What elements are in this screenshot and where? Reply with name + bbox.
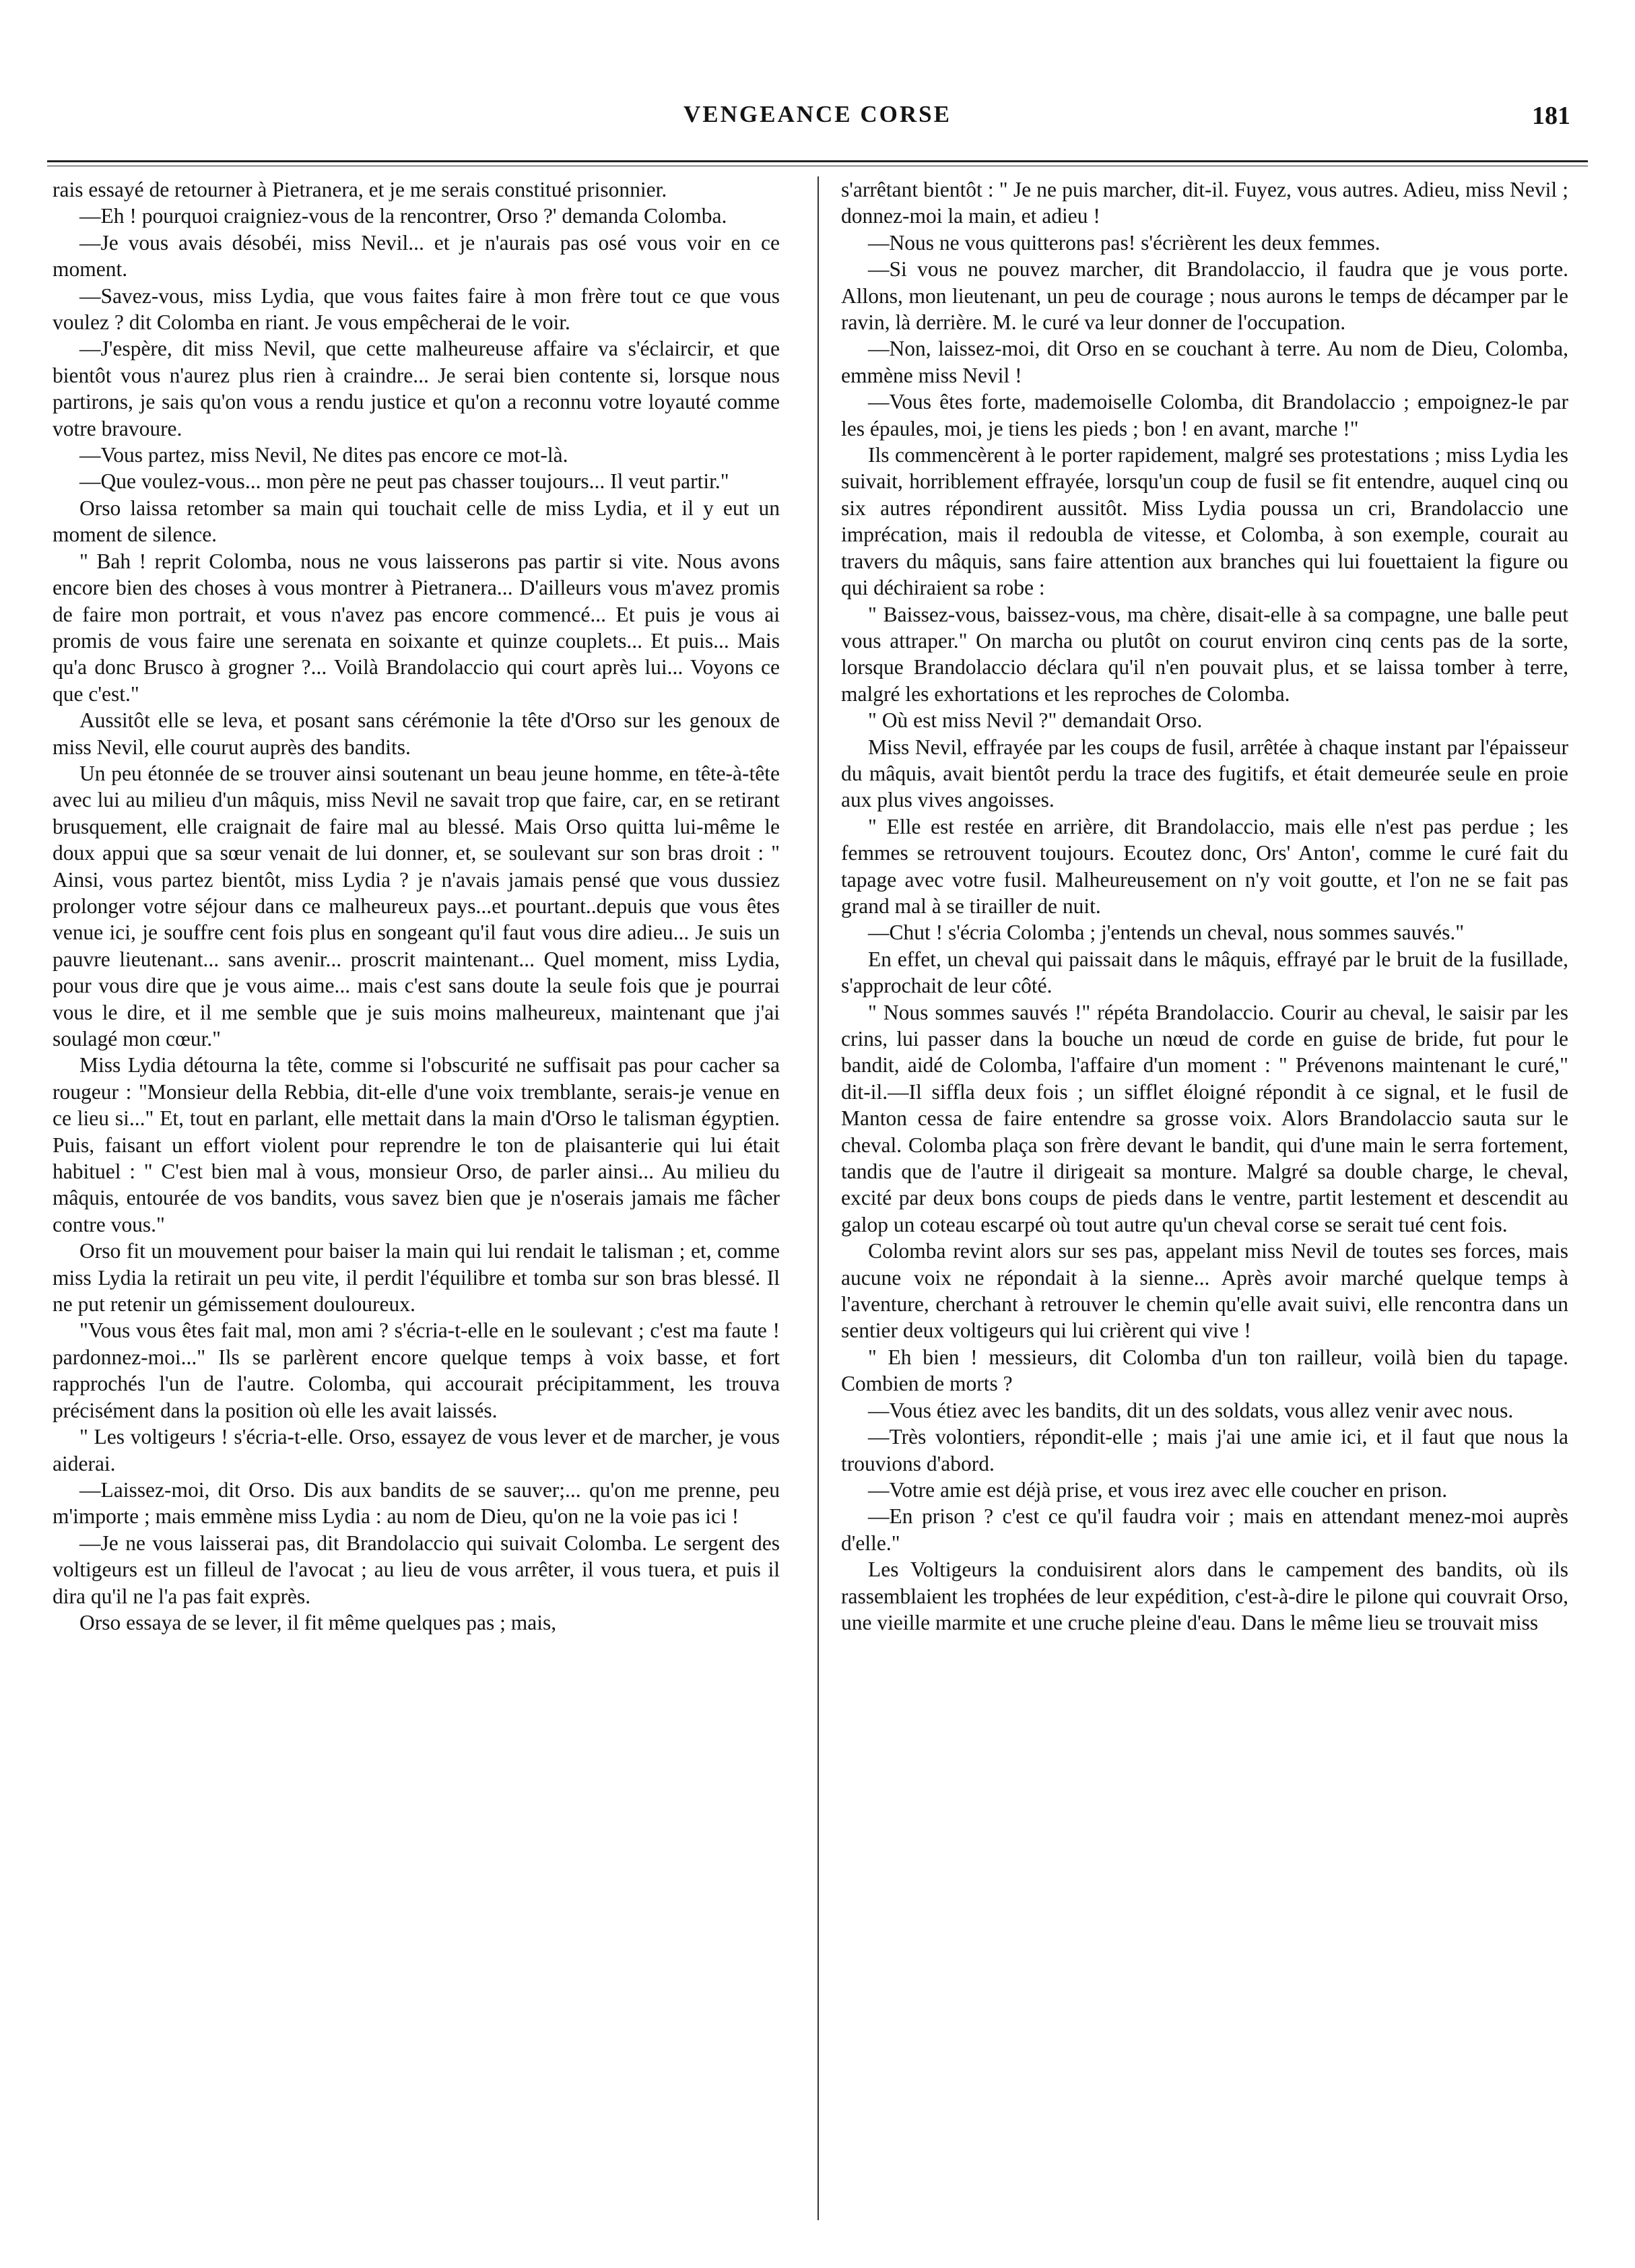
paragraph: s'arrêtant bientôt : " Je ne puis marcher, dit-il. Fuyez, vous autres. Adieu, miss Nevil ; donnez-moi la main, et adieu !: [841, 178, 1568, 228]
header-rule: [47, 160, 1588, 162]
paragraph: Orso fit un mouvement pour baiser la main qui lui rendait le talisman ; et, comme miss Lydia la retirait un peu vite, il perdit l'équilibre et tomba sur son bras blessé. Il ne put retenir un gémissement douloureux.: [53, 1239, 780, 1316]
paragraph: " Bah ! reprit Colomba, nous ne vous laisserons pas partir si vite. Nous avons encore bien des choses à vous montrer à Pietranera... D'ailleurs vous m'avez promis de faire mon portrait, et vous n'avez pas encore commencé... Et puis je vous ai promis de vous faire une serenata en soixante et quinze couplets... Et puis... Mais qu'a donc Brusco à grogner ?... Voilà Brandolaccio qui court après lui... Voyons ce que c'est.": [53, 549, 780, 706]
running-title: VENGEANCE CORSE: [683, 101, 952, 127]
paragraph: —Que voulez-vous... mon père ne peut pas chasser toujours... Il veut partir.": [79, 469, 729, 494]
paragraph: rais essayé de retourner à Pietranera, et je me serais constitué prisonnier.: [53, 178, 667, 201]
paragraph: —Savez-vous, miss Lydia, que vous faites faire à mon frère tout ce que vous voulez ? dit Colomba en riant. Je vous empêcherai de le voir.: [53, 284, 780, 335]
paragraph: Un peu étonnée de se trouver ainsi soutenant un beau jeune homme, en tête-à-tête avec lui au milieu d'un mâquis, miss Nevil ne savait trop que faire, car, en se retirant brusquement, elle craignait de faire mal au blessé. Mais Orso quitta lui-même le doux appui que sa sœur venait de lui donner, et, se soulevant sur son bras droit : " Ainsi, vous partez bientôt, miss Lydia ? je n'avais jamais pensé que vous dussiez prolonger votre séjour dans ce malheureux pays...et pourtant..depuis que vous êtes venue ici, je souffre cent fois plus en songeant qu'il faut vous dire adieu... Je suis un pauvre lieutenant... sans avenir... proscrit maintenant... Quel moment, miss Lydia, pour vous dire que je vous aime... mais c'est sans doute la seule fois que je pourrai vous le dire, et il me semble que je suis moins malheureux, maintenant que j'ai soulagé mon cœur.": [53, 761, 780, 1050]
paragraph: Orso laissa retomber sa main qui touchait celle de miss Lydia, et il y eut un moment de silence.: [53, 496, 780, 547]
paragraph: Miss Lydia détourna la tête, comme si l'obscurité ne suffisait pas pour cacher sa rougeur : "Monsieur della Rebbia, dit-elle d'une voix tremblante, serais-je venue en ce lieu si..." Et, tout en parlant, elle mettait dans la main d'Orso le talisman égyptien. Puis, faisant un effort violent pour reprendre le ton de plaisanterie qui lui était habituel : " C'est bien mal à vous, monsieur Orso, de parler ainsi... Au milieu du mâquis, entourée de vos bandits, vous savez bien que je n'oserais jamais me fâcher contre vous.": [53, 1053, 780, 1236]
paragraph: —Vous êtes forte, mademoiselle Colomba, dit Brandolaccio ; empoignez-le par les épaules, moi, je tiens les pieds ; bon ! en avant, marche !": [841, 390, 1568, 440]
paragraph: Les Voltigeurs la conduisirent alors dans le campement des bandits, où ils rassemblaient les trophées de leur expédition, c'est-à-dire le pilone qui couvrait Orso, une vieille marmite et une cruche pleine d'eau. Dans le même lieu se trouvait miss: [841, 1558, 1568, 1634]
paragraph: —Votre amie est déjà prise, et vous irez avec elle coucher en prison.: [868, 1477, 1448, 1502]
page-header: [0, 101, 1635, 148]
paragraph: —Très volontiers, répondit-elle ; mais j'ai une amie ici, et il faut que nous la trouvions d'abord.: [841, 1425, 1568, 1475]
paragraph: En effet, un cheval qui paissait dans le mâquis, effrayé par le bruit de la fusillade, s'approchait de leur côté.: [841, 947, 1568, 998]
paragraph: " Où est miss Nevil ?" demandait Orso.: [868, 708, 1203, 733]
paragraph: —Je ne vous laisserai pas, dit Brandolaccio qui suivait Colomba. Le sergent des voltigeurs est un filleul de l'avocat ; au lieu de vous arrêter, il vous tuera, et puis il dira qu'il ne l'a pas fait exprès.: [53, 1531, 780, 1608]
paragraph: "Vous vous êtes fait mal, mon ami ? s'écria-t-elle en le soulevant ; c'est ma faute ! pardonnez-moi..." Ils se parlèrent encore quelque temps à voix basse, et fort rapprochés l'un de l'autre. Colomba, qui accourait précipitamment, les trouva précisément dans la position où elle les avait laissés.: [53, 1319, 780, 1422]
paragraph: —Je vous avais désobéi, miss Nevil... et je n'aurais pas osé vous voir en ce moment.: [53, 230, 780, 281]
paragraph: " Eh bien ! messieurs, dit Colomba d'un ton railleur, voilà bien du tapage. Combien de morts ?: [841, 1345, 1568, 1396]
paragraph: —Chut ! s'écria Colomba ; j'entends un cheval, nous sommes sauvés.": [868, 921, 1465, 945]
paragraph: Orso essaya de se lever, il fit même quelques pas ; mais,: [79, 1610, 557, 1634]
paragraph: Miss Nevil, effrayée par les coups de fusil, arrêtée à chaque instant par l'épaisseur du mâquis, avait bientôt perdu la trace des fugitifs, et était demeurée seule en proie aux plus vives angoisses.: [841, 735, 1568, 812]
paragraph: " Nous sommes sauvés !" répéta Brandolaccio. Courir au cheval, le saisir par les crins, lui passer dans la bouche un nœud de corde en guise de bride, fut pour le bandit, aidé de Colomba, l'affaire d'un moment : " Prévenons maintenant le curé," dit-il.—Il siffla deux fois ; un sifflet éloigné répondit à ce signal, et le fusil de Manton cessa de faire entendre sa grosse voix. Alors Brandolaccio sauta sur le cheval. Colomba plaça son frère devant le bandit, qui d'une main le serra fortement, tandis que de l'autre il dirigeait sa monture. Malgré sa double charge, le cheval, excité par deux bons coups de pieds dans le ventre, partit lestement et descendit au galop un coteau escarpé où tout autre qu'un cheval corse se serait tué cent fois.: [841, 1000, 1568, 1236]
paragraph: " Baissez-vous, baissez-vous, ma chère, disait-elle à sa compagne, une balle peut vous attraper." On marcha ou plutôt on courut environ cinq cents pas de la sorte, lorsque Brandolaccio déclara qu'il n'en pouvait plus, et se laissa tomber à terre, malgré les exhortations et les reproches de Colomba.: [841, 602, 1568, 706]
column-divider: [818, 176, 819, 2220]
paragraph: " Les voltigeurs ! s'écria-t-elle. Orso, essayez de vous lever et de marcher, je vous aiderai.: [53, 1425, 780, 1475]
paragraph: Colomba revint alors sur ses pas, appelant miss Nevil de toutes ses forces, mais aucune voix ne répondait à la sienne... Après avoir marché quelque temps à l'aventure, cherchant à retrouver le chemin qu'elle avait suivi, elle rencontra dans un sentier deux voltigeurs qui lui crièrent qui vive !: [841, 1239, 1568, 1343]
paragraph: Aussitôt elle se leva, et posant sans cérémonie la tête d'Orso sur les genoux de miss Nevil, elle courut auprès des bandits.: [53, 708, 780, 759]
paragraph: —En prison ? c'est ce qu'il faudra voir ; mais en attendant menez-moi auprès d'elle.": [841, 1504, 1568, 1555]
paragraph: —J'espère, dit miss Nevil, que cette malheureuse affaire va s'éclaircir, et que bientôt vous n'aurez plus rien à craindre... Je serai bien contente si, lorsque nous partirons, je sais qu'on vous a rendu justice et qu'on a reconnu votre loyauté comme votre bravoure.: [53, 337, 780, 440]
page-number: 181: [1532, 102, 1570, 130]
paragraph: —Laissez-moi, dit Orso. Dis aux bandits de se sauver;... qu'on me prenne, peu m'importe ; mais emmène miss Lydia : au nom de Dieu, qu'on ne la voie pas ici !: [53, 1477, 780, 1529]
paragraph: " Elle est restée en arrière, dit Brandolaccio, mais elle n'est pas perdue ; les femmes se retrouvent toujours. Ecoutez donc, Ors' Anton', comme le curé fait du tapage avec votre fusil. Malheureusement on n'y voit goutte, et l'on ne se fait pas grand mal à se tirailler de nuit.: [841, 814, 1568, 918]
paragraph: Ils commencèrent à le porter rapidement, malgré ses protestations ; miss Lydia les suivait, horriblement effrayée, lorsqu'un coup de fusil se fit entendre, auquel cinq ou six autres répondirent aussitôt. Miss Lydia poussa un cri, Brandolaccio une imprécation, mais il redoubla de vitesse, et Colomba, à son exemple, courait au travers du mâquis, sans faire attention aux branches qui lui fouettaient la figure ou qui déchiraient sa robe :: [841, 443, 1568, 600]
paragraph: —Vous étiez avec les bandits, dit un des soldats, vous allez venir avec nous.: [868, 1398, 1514, 1422]
left-column: [53, 176, 780, 2224]
paragraph: —Eh ! pourquoi craigniez-vous de la rencontrer, Orso ?' demanda Colomba.: [79, 204, 727, 228]
paragraph: —Nous ne vous quitterons pas! s'écrièrent les deux femmes.: [868, 230, 1380, 255]
paragraph: —Vous partez, miss Nevil, Ne dites pas encore ce mot-là.: [79, 443, 568, 467]
paragraph: —Si vous ne pouvez marcher, dit Brandolaccio, il faudra que je vous porte. Allons, mon lieutenant, un peu de courage ; nous aurons le temps de décamper par le ravin, là derrière. M. le curé va leur donner de l'occupation.: [841, 257, 1568, 335]
paragraph: —Non, laissez-moi, dit Orso en se couchant à terre. Au nom de Dieu, Colomba, emmène miss Nevil !: [841, 337, 1568, 387]
right-column: [841, 176, 1568, 2224]
